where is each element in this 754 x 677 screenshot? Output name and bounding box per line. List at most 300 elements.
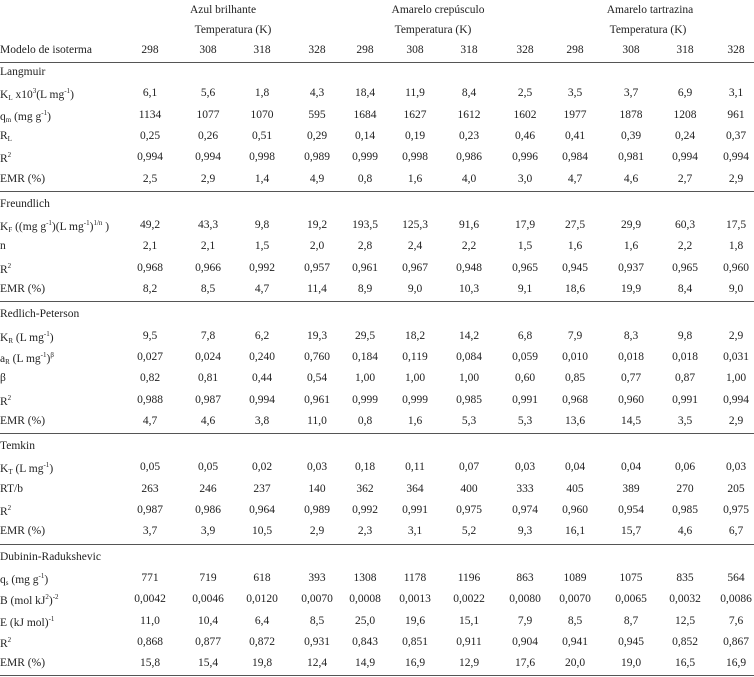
label-part: β [50,350,54,359]
parameter-label [0,572,48,587]
table-cell: 16,9 [725,657,747,670]
label-part: R [0,395,8,408]
table-cell: 8,4 [461,87,477,100]
table-cell: 205 [727,482,745,495]
section-rule [0,301,754,302]
table-cell: 14,2 [458,329,480,342]
table-cell: 0,0080 [509,593,541,606]
label-part: EMR (%) [0,525,46,538]
table-cell: 0,994 [723,393,749,406]
table-cell: 27,5 [564,219,586,232]
table-cell: 1,5 [517,240,533,253]
table-cell: 0,031 [723,350,749,363]
parameter-label [0,415,45,427]
temperature-header-cell: 328 [308,44,326,56]
table-cell: 0,82 [139,372,161,385]
table-cell: 2,8 [357,240,373,253]
label-part: -1 [38,571,45,580]
label-part: -1 [43,461,50,470]
section-rule [0,675,754,676]
table-cell: 4,6 [623,172,639,185]
table-cell: 719 [199,571,217,584]
table-cell: 0,904 [512,635,538,648]
table-cell: 362 [356,482,374,495]
table-cell: 0,0032 [669,593,701,606]
parameter-label [0,151,11,165]
label-part: F [8,226,13,235]
label-part: n [0,240,6,253]
table-cell: 3,7 [142,525,158,538]
table-cell: 0,06 [674,461,696,474]
label-part: L [7,134,12,143]
table-row [0,330,754,350]
table-cell: 0,868 [137,635,163,648]
label-part: q [0,110,6,123]
table-cell: 6,7 [728,525,744,538]
table-row [0,372,754,392]
table-cell: 8,2 [142,283,158,295]
table-cell: 17,9 [514,219,536,232]
table-cell: 7,9 [517,614,533,627]
table-cell: 3,1 [728,87,744,100]
label-part: ) [49,463,54,476]
table-cell: 3,0 [517,172,533,185]
table-cell: 0,51 [251,129,273,142]
table-row [0,240,754,260]
table-cell: 237 [253,482,271,495]
parameter-label [0,219,109,234]
parameter-label [0,461,53,476]
label-part: R [0,129,8,142]
table-cell: 91,6 [458,219,480,232]
table-cell: 0,19 [404,129,426,142]
table-cell: 0,998 [249,151,275,164]
table-cell: 0,0008 [349,593,381,606]
label-part: )(L mg [51,221,84,234]
label-part: (L mg [36,89,65,102]
table-cell: 0,760 [304,350,330,363]
table-cell: 8,9 [357,283,373,295]
table-cell: 14,5 [620,414,642,427]
table-cell: 0,0022 [453,593,485,606]
section-title: Redlich-Peterson [0,308,80,321]
table-cell: 11,9 [405,87,425,100]
section-title: Dubinin-Radukshevic [0,550,101,563]
table-cell: 19,2 [306,219,328,232]
table-row [0,109,754,129]
table-cell: 8,4 [677,283,693,295]
table-cell: 1134 [138,108,162,121]
table-cell: 12,4 [306,657,328,670]
table-cell: 4,7 [567,172,583,185]
parameter-label [0,525,45,537]
section-rule [0,433,754,434]
table-cell: 0,941 [562,635,588,648]
section-title-row [0,308,754,328]
table-cell: 12,9 [458,657,480,670]
table-row [0,636,754,656]
table-row [0,219,754,239]
label-part: -1 [43,329,50,338]
table-cell: 0,988 [137,393,163,406]
table-cell: 0,968 [137,261,163,274]
model-column-label: Modelo de isoterma [0,44,92,56]
table-cell: 15,1 [458,614,480,627]
table-cell: 0,960 [723,261,749,274]
table-cell: 8,5 [309,614,325,627]
table-cell: 0,989 [304,504,330,516]
section-title-row [0,198,754,218]
table-cell: 0,018 [618,350,644,363]
parameter-label [0,504,11,518]
table-cell: 16,1 [564,525,586,538]
table-cell: 0,0120 [246,593,278,606]
label-part: 2 [7,393,12,402]
table-cell: 0,39 [620,129,642,142]
table-cell: 60,3 [674,219,696,232]
label-part: -1 [64,87,71,96]
table-cell: 2,9 [728,172,744,185]
table-cell: 0,877 [195,635,221,648]
parameter-label [0,87,74,102]
section-title: Langmuir [0,66,46,78]
section-title-row [0,66,754,86]
table-cell: 1,6 [623,240,639,253]
table-cell: 2,3 [357,525,373,538]
table-cell: 0,8 [357,414,373,427]
section-title-row [0,440,754,460]
label-part: ) [44,616,49,629]
label-part: EMR (%) [0,283,46,295]
table-cell: 193,5 [352,219,378,232]
label-part: R [0,506,8,518]
table-cell: 0,184 [352,350,378,363]
table-cell: 0,03 [725,461,747,474]
table-cell: 0,46 [514,129,536,142]
table-cell: 6,8 [517,329,533,342]
label-part: -1 [83,219,90,228]
parameter-label [0,372,6,384]
table-cell: 2,7 [677,172,693,185]
table-cell: 0,974 [512,504,538,516]
table-cell: 10,4 [197,614,219,627]
label-part: EMR (%) [0,657,46,670]
table-cell: 0,0013 [399,593,431,606]
table-cell: 1089 [563,571,587,584]
table-cell: 0,967 [402,261,428,274]
table-cell: 0,54 [306,372,328,385]
table-cell: 1602 [513,108,537,121]
table-cell: 0,987 [137,504,163,516]
table-cell: 2,9 [728,414,744,427]
table-cell: 0,77 [620,372,642,385]
label-part: kJ [32,595,46,608]
parameter-label [0,351,54,366]
table-cell: 0,964 [249,504,275,516]
label-part: ) [44,573,49,586]
table-cell: 1878 [619,108,643,121]
parameter-label [0,173,45,185]
table-cell: 1977 [563,108,587,121]
temperature-header-cell: 328 [516,44,534,56]
table-cell: 17,5 [725,219,747,232]
table-cell: 6,9 [677,87,693,100]
table-row [0,615,754,635]
table-cell: 1208 [673,108,697,121]
parameter-label [0,130,12,143]
table-cell: 4,9 [309,172,325,185]
table-cell: 4,6 [200,414,216,427]
table-cell: 0,85 [564,372,586,385]
label-part: EMR (%) [0,414,46,427]
table-row [0,657,754,677]
table-row [0,283,754,303]
label-part: 2 [7,635,12,644]
table-cell: 1075 [619,571,643,584]
temperature-header-cell: 308 [199,44,217,56]
table-cell: 0,0042 [134,593,166,606]
table-cell: 0,994 [137,151,163,164]
table-cell: 2,2 [461,240,477,253]
label-part: ) [47,110,51,123]
group-subheader-azul-brilhante: Temperatura (K) [194,24,272,36]
table-cell: 0,984 [562,151,588,164]
group-subheader-amarelo-tartrazina: Temperatura (K) [609,24,687,36]
table-row [0,572,754,592]
table-cell: 11,0 [140,614,160,627]
label-part: L [8,94,13,103]
label-part: K [0,89,9,102]
label-part: E (kJ mol [0,616,45,629]
label-part: ) [46,352,51,365]
label-part: (L mg [12,463,44,476]
table-cell: 3,1 [407,525,423,538]
label-part: K [0,221,9,234]
table-cell: 0,04 [620,461,642,474]
table-cell: 8,7 [623,614,639,627]
group-subheader-amarelo-crepusculo: Temperatura (K) [394,24,472,36]
table-row [0,173,754,193]
label-part: q [0,573,6,586]
table-cell: 140 [308,482,326,495]
table-cell: 3,9 [200,525,216,538]
table-cell: 0,998 [402,151,428,164]
table-cell: 8,5 [200,283,216,295]
table-cell: 1,8 [728,240,744,253]
table-cell: 0,945 [562,261,588,274]
table-cell: 0,843 [352,635,378,648]
parameter-label [0,483,23,495]
label-part: 2 [7,151,12,160]
label-part: x10 [12,89,33,102]
section-title-row [0,551,754,571]
table-cell: 0,03 [306,461,328,474]
table-cell: 0,954 [618,504,644,516]
table-cell: 263 [141,482,159,495]
table-cell: 0,981 [618,151,644,164]
label-part: R [0,263,8,276]
table-cell: 11,0 [307,414,327,427]
parameter-label [0,593,59,607]
table-cell: 0,024 [195,350,221,363]
table-cell: 9,1 [517,283,533,295]
table-cell: 0,966 [195,261,221,274]
table-cell: 2,1 [200,240,216,253]
table-cell: 1308 [353,571,377,584]
table-cell: 4,7 [142,414,158,427]
table-cell: 0,986 [456,151,482,164]
table-cell: 10,3 [458,283,480,295]
table-cell: 400 [460,482,478,495]
table-cell: 15,8 [139,657,161,670]
label-part: RT/b [0,482,23,495]
table-cell: 0,991 [512,393,538,406]
table-cell: 0,852 [672,635,698,648]
table-cell: 0,37 [725,129,747,142]
table-cell: 0,05 [197,461,219,474]
table-cell: 43,3 [197,219,219,232]
table-cell: 8,5 [567,614,583,627]
table-cell: 12,5 [674,614,696,627]
table-cell: 2,5 [142,172,158,185]
table-cell: 13,6 [564,414,586,427]
label-part: K [0,463,9,476]
table-cell: 1612 [457,108,481,121]
table-cell: 9,0 [407,283,423,295]
table-cell: 1627 [403,108,427,121]
table-cell: 0,084 [456,350,482,363]
table-cell: 389 [622,482,640,495]
table-cell: 0,985 [456,393,482,406]
label-part: R [5,357,10,366]
label-part: (L mg [12,331,44,344]
table-cell: 0,999 [352,393,378,406]
table-row [0,87,754,107]
table-cell: 4,7 [254,283,270,295]
table-cell: 19,8 [251,657,273,670]
table-cell: 0,018 [672,350,698,363]
table-cell: 19,0 [620,657,642,670]
table-row [0,593,754,613]
table-cell: 270 [676,482,694,495]
label-part: 1/n [93,219,103,228]
table-cell: 0,975 [456,504,482,516]
table-cell: 0,937 [618,261,644,274]
table-cell: 0,989 [304,151,330,164]
table-cell: 0,991 [402,504,428,516]
table-cell: 18,2 [404,329,426,342]
label-part: 2 [7,261,12,270]
table-cell: 1196 [457,571,481,584]
table-cell: 961 [727,108,745,121]
temperature-header-row [0,44,754,64]
table-cell: 771 [141,571,159,584]
table-row [0,415,754,435]
table-cell: 6,2 [254,329,270,342]
table-cell: 0,999 [352,151,378,164]
table-cell: 11,4 [307,283,327,295]
label-part: ) [49,331,54,344]
parameter-label [0,262,11,276]
label-part: -1 [40,350,47,359]
label-part: ((mg g [12,221,47,234]
table-cell: 49,2 [139,219,161,232]
table-cell: 0,994 [723,151,749,164]
table-cell: 0,992 [352,504,378,516]
table-cell: 0,23 [458,129,480,142]
table-cell: 0,0065 [615,593,647,606]
table-cell: 0,60 [514,372,536,385]
table-cell: 0,25 [139,129,161,142]
top-rule [0,62,754,63]
table-cell: 1,4 [254,172,270,185]
table-cell: 18,4 [354,87,376,100]
table-cell: 5,2 [461,525,477,538]
table-cell: 14,9 [354,657,376,670]
label-part: ) [89,221,94,234]
table-cell: 1,5 [254,240,270,253]
table-cell: 6,1 [142,87,158,100]
table-cell: 7,9 [567,329,583,342]
table-cell: 0,965 [512,261,538,274]
table-cell: 1,8 [254,87,270,100]
temperature-header-cell: 298 [356,44,374,56]
group-header-amarelo-tartrazina: Amarelo tartrazina [606,4,694,16]
table-cell: 364 [406,482,424,495]
label-part: -1 [41,108,48,117]
table-cell: 564 [727,571,745,584]
table-row [0,461,754,481]
table-cell: 2,9 [728,329,744,342]
table-cell: 3,8 [254,414,270,427]
table-cell: 0,987 [195,393,221,406]
table-cell: 0,994 [249,393,275,406]
table-cell: 19,6 [404,614,426,627]
table-cell: 0,010 [562,350,588,363]
table-cell: 0,867 [723,635,749,648]
table-cell: 25,0 [354,614,376,627]
table-cell: 2,4 [407,240,423,253]
table-cell: 0,991 [672,393,698,406]
parameter-label [0,615,54,629]
label-part: K [0,331,9,344]
table-cell: 0,960 [562,504,588,516]
table-cell: 0,872 [249,635,275,648]
table-row [0,130,754,150]
table-cell: 5,3 [461,414,477,427]
table-cell: 7,8 [200,329,216,342]
table-cell: 0,18 [354,461,376,474]
table-cell: 0,992 [249,261,275,274]
label-part: R [0,637,8,650]
table-cell: 29,5 [354,329,376,342]
table-cell: 0,960 [618,393,644,406]
table-cell: 0,11 [405,461,425,474]
table-cell: 0,29 [306,129,328,142]
parameter-label [0,636,11,650]
table-cell: 0,957 [304,261,330,274]
table-cell: 595 [308,108,326,121]
label-part: 2 [45,593,49,602]
temperature-header-cell: 328 [727,44,745,56]
table-cell: 0,975 [723,504,749,516]
label-part: T [8,468,13,477]
table-cell: 8,3 [623,329,639,342]
label-part: 2 [7,504,12,512]
group-header-azul-brilhante: Azul brilhante [189,4,257,16]
table-cell: 9,8 [677,329,693,342]
table-cell: 3,5 [567,87,583,100]
